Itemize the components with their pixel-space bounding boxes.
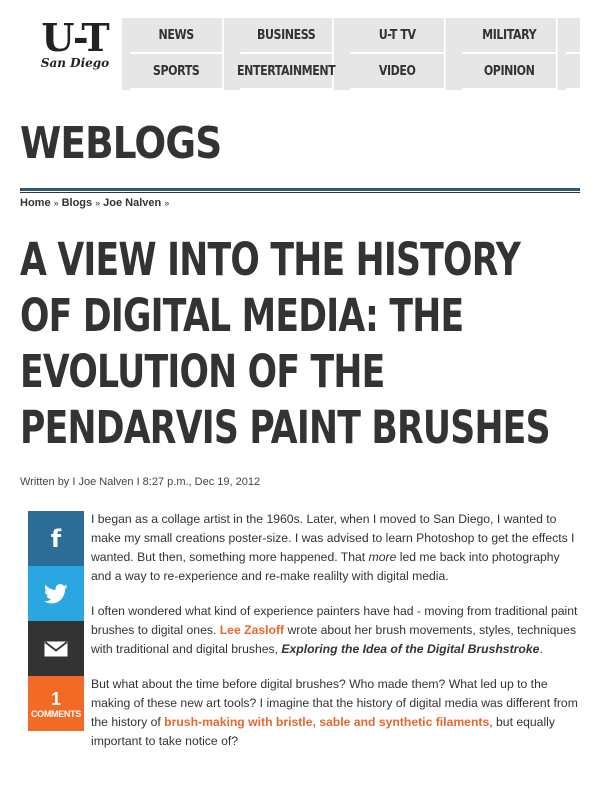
comments-button[interactable] <box>28 676 84 731</box>
link-lee-zasloff[interactable]: Lee Zasloff <box>219 623 285 637</box>
email-share-button[interactable] <box>28 621 84 676</box>
breadcrumb <box>20 197 172 209</box>
section-title: WEBLOGS <box>20 118 222 169</box>
share-bar <box>28 511 84 731</box>
emphasis-more: more <box>368 550 397 564</box>
nav-entertainment[interactable]: ENTERTAINMENT <box>240 54 334 90</box>
article-body <box>91 510 581 767</box>
breadcrumb-separator: » <box>53 198 59 208</box>
breadcrumb-separator: » <box>164 198 170 208</box>
site-logo[interactable] <box>40 15 110 70</box>
comments-label: COMMENTS <box>30 708 82 719</box>
facebook-icon: f <box>50 524 62 553</box>
envelope-icon <box>44 641 68 657</box>
nav-news[interactable]: NEWS <box>130 18 224 54</box>
breadcrumb-blogs[interactable]: Blogs <box>61 197 93 209</box>
text: , but equally important to take notice of? <box>91 715 555 748</box>
logo-ut-text: U-T <box>41 15 109 60</box>
article-byline: Written by I Joe Nalven I 8:27 p.m., Dec 19, 2012 <box>20 476 261 488</box>
text: wrote about her brush movements, styles, techniques with traditional and digital brushes, <box>91 623 577 656</box>
nav-business[interactable]: BUSINESS <box>240 18 334 54</box>
breadcrumb-separator: » <box>95 198 101 208</box>
nav-sports[interactable]: SPORTS <box>130 54 224 90</box>
twitter-icon <box>44 584 68 604</box>
paragraph-2 <box>91 602 581 659</box>
link-brush-making[interactable]: brush-making with bristle, sable and synthetic filaments <box>164 715 490 729</box>
nav-spacer <box>566 54 580 90</box>
text: I began as a collage artist in the 1960s. Later, when I moved to San Diego, I wanted to make my small creations poster-size. I was advised to learn Photoshop to get the effects I wanted. But then, something more happened. That <box>91 512 575 564</box>
nav-ut-tv[interactable]: U-T TV <box>350 18 445 54</box>
twitter-share-button[interactable] <box>28 566 84 621</box>
facebook-share-button[interactable] <box>28 511 84 566</box>
logo-san-diego-text: San Diego <box>40 56 110 70</box>
section-rule-thin <box>20 192 580 193</box>
nav-spacer <box>566 18 580 54</box>
nav-video[interactable]: VIDEO <box>350 54 445 90</box>
text: But what about the time before digital brushes? Who made them? What led up to the making of these new art tools? I imagine that the history of digital media was different from the history of <box>91 677 578 729</box>
text: led me back into photography and a way to re-experience and re-make realilty with digital media. <box>91 550 560 583</box>
paragraph-1 <box>91 510 581 586</box>
comments-count: 1 <box>50 688 61 709</box>
emphasis-title: Exploring the Idea of the Digital Brushstroke <box>281 642 540 656</box>
main-nav <box>122 18 580 90</box>
paragraph-3 <box>91 675 581 751</box>
text: I often wondered what kind of experience painters have had - moving from traditional paint brushes to digital ones. <box>91 604 578 637</box>
nav-opinion[interactable]: OPINION <box>462 54 557 90</box>
text: . <box>539 642 543 656</box>
article-title: A VIEW INTO THE HISTORY OF DIGITAL MEDIA: THE EVOLUTION OF THE PENDARVIS PAINT BRUSHES <box>20 233 550 454</box>
breadcrumb-joe-nalven[interactable]: Joe Nalven <box>103 197 162 209</box>
nav-military[interactable]: MILITARY <box>462 18 557 54</box>
section-rule <box>20 188 580 191</box>
breadcrumb-home[interactable]: Home <box>20 197 51 209</box>
